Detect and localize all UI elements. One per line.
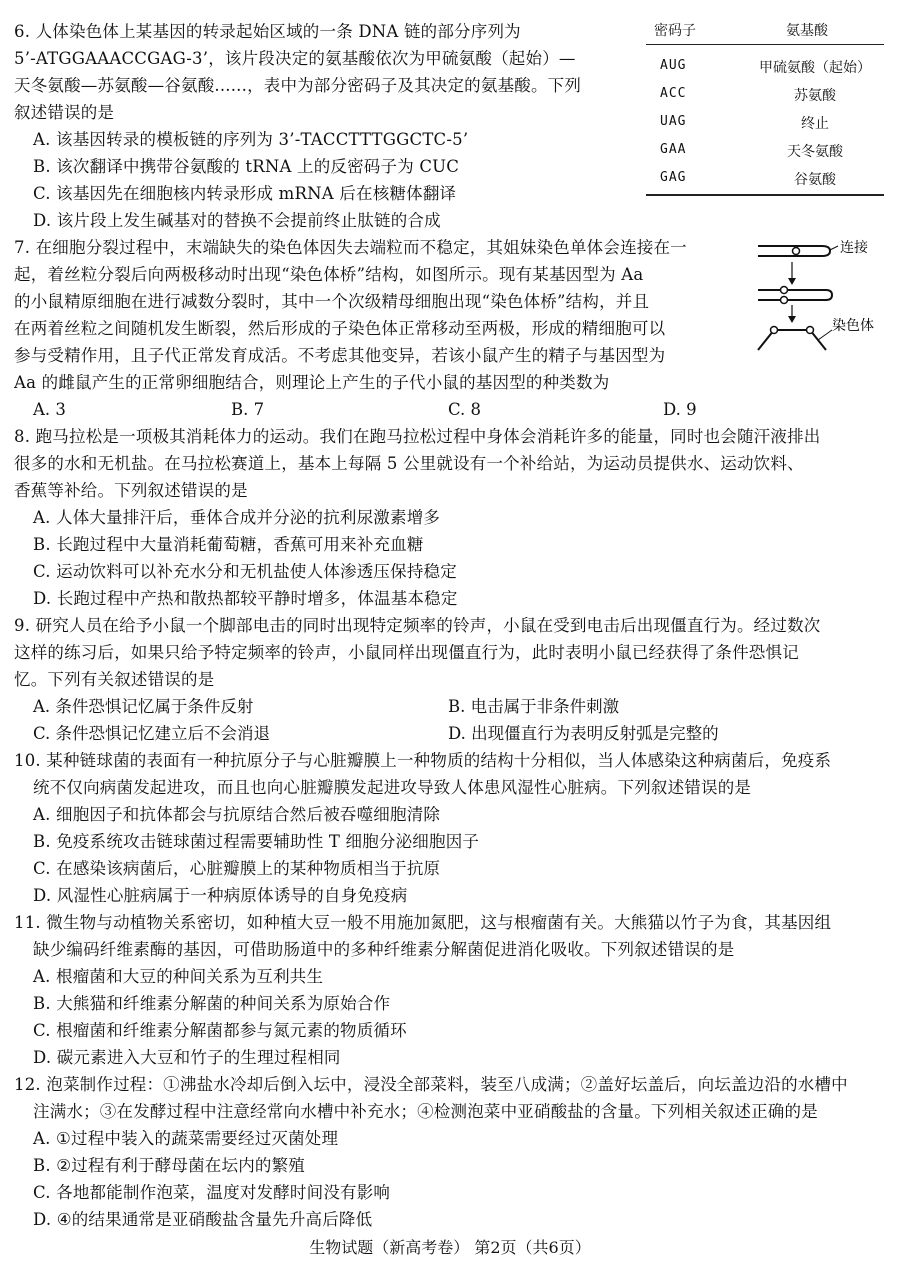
amino-acid-cell: 天冬氨酸 [787, 144, 843, 160]
amino-acid-cell: 终止 [801, 116, 829, 132]
q10-stem-line: 统不仅向病菌发起进攻，而且也向心脏瓣膜发起进攻导致人体患风湿性心脏病。下列叙述错误的是 [33, 778, 752, 797]
q8-option-a: A. 人体大量排汗后，垂体合成并分泌的抗利尿激素增多 [33, 508, 441, 527]
codon-cell: GAA [660, 142, 687, 157]
page-footer: 生物试题（新高考卷） 第2页（共6页） [309, 1238, 591, 1257]
q12-option-c: C. 各地都能制作泡菜，温度对发酵时间没有影响 [33, 1183, 391, 1202]
q12-option-b: B. ②过程有利于酵母菌在坛内的繁殖 [33, 1156, 306, 1175]
q6-option-b: B. 该次翻译中携带谷氨酸的 tRNA 上的反密码子为 CUC [33, 157, 460, 176]
q6-option-c: C. 该基因先在细胞核内转录形成 mRNA 后在核糖体翻译 [33, 184, 457, 203]
q11-stem-line: 缺少编码纤维素酶的基因，可借助肠道中的多种纤维素分解菌促进消化吸收。下列叙述错误的是 [33, 940, 735, 959]
q8-option-b: B. 长跑过程中大量消耗葡萄糖，香蕉可用来补充血糖 [33, 535, 424, 554]
q9-stem-line: 9. 研究人员在给予小鼠一个脚部电击的同时出现特定频率的铃声，小鼠在受到电击后出现僵直行为。经过数次 [14, 616, 821, 635]
q9-stem-line: 忆。下列有关叙述错误的是 [14, 670, 215, 689]
q12-stem-line: 12. 泡菜制作过程：①沸盐水冷却后倒入坛中，浸没全部菜料，装至八成满；②盖好坛盖后，向坛盖边沿的水槽中 [14, 1075, 848, 1094]
q7-stem-line: Aa 的雌鼠产生的正常卵细胞结合，则理论上产生的子代小鼠的基因型的种类数为 [14, 373, 610, 392]
q6-stem-line: 天冬氨酸—苏氨酸—谷氨酸......，表中为部分密码子及其决定的氨基酸。下列 [14, 76, 582, 95]
q6-option-a: A. 该基因转录的模板链的序列为 3’-TACCTTTGGCTC-5’ [33, 130, 469, 149]
q9-option-b: B. 电击属于非条件刺激 [448, 697, 620, 716]
codon-cell: ACC [660, 86, 687, 101]
q10-option-b: B. 免疫系统攻击链球菌过程需要辅助性 T 细胞分泌细胞因子 [33, 832, 480, 851]
amino-acid-cell: 谷氨酸 [794, 172, 836, 188]
codon-table-header [646, 16, 884, 45]
q12-option-a: A. ①过程中装入的蔬菜需要经过灭菌处理 [33, 1129, 339, 1148]
codon-cell: GAG [660, 170, 687, 185]
q6-stem-line: 叙述错误的是 [14, 103, 115, 122]
q10-stem-line: 10. 某种链球菌的表面有一种抗原分子与心脏瓣膜上一种物质的结构十分相似，当人体感染这种病菌后，免疫系 [14, 751, 832, 770]
q7-stem-line: 在两着丝粒之间随机发生断裂，然后形成的子染色体正常移动至两极，形成的精细胞可以 [14, 319, 666, 338]
q7-stem-line: 7. 在细胞分裂过程中，末端缺失的染色体因失去端粒而不稳定，其姐妹染色单体会连接在一 [14, 238, 687, 257]
amino-acid-cell: 甲硫氨酸（起始） [759, 60, 871, 76]
codon-row [646, 52, 884, 81]
q11-stem-line: 11. 微生物与动植物关系密切，如种植大豆一般不用施加氮肥，这与根瘤菌有关。大熊猫以竹子为食，其基因组 [14, 913, 832, 932]
codon-cell: UAG [660, 114, 687, 129]
q9-stem-line: 这样的练习后，如果只给予特定频率的铃声，小鼠同样出现僵直行为，此时表明小鼠已经获得了条件恐惧记 [14, 643, 799, 662]
q10-option-c: C. 在感染该病菌后，心脏瓣膜上的某种物质相当于抗原 [33, 859, 441, 878]
codon-row [646, 136, 884, 165]
codon-row [646, 164, 884, 193]
diagram-label-connect: 连接 [840, 240, 868, 256]
q11-option-d: D. 碳元素进入大豆和竹子的生理过程相同 [33, 1048, 341, 1067]
q7-stem-line: 的小鼠精原细胞在进行减数分裂时，其中一个次级精母细胞出现“染色体桥”结构，并且 [14, 292, 650, 311]
q9-option-d: D. 出现僵直行为表明反射弧是完整的 [448, 724, 719, 743]
chromosome-bridge-figure [752, 238, 892, 358]
amino-acid-cell: 苏氨酸 [794, 88, 836, 104]
amino-acid-header: 氨基酸 [786, 23, 828, 39]
codon-row [646, 80, 884, 109]
q7-option-b: B. 7 [231, 400, 265, 419]
q9-option-a: A. 条件恐惧记忆属于条件反射 [33, 697, 254, 716]
q12-option-d: D. ④的结果通常是亚硝酸盐含量先升高后降低 [33, 1210, 373, 1229]
q10-option-d: D. 风湿性心脏病属于一种病原体诱导的自身免疫病 [33, 886, 408, 905]
q7-stem-line: 起，着丝粒分裂后向两极移动时出现“染色体桥”结构，如图所示。现有某基因型为 Aa [14, 265, 644, 284]
q8-stem-line: 很多的水和无机盐。在马拉松赛道上，基本上每隔 5 公里就设有一个补给站，为运动员提供水、运动饮料、 [14, 454, 804, 473]
codon-header: 密码子 [654, 23, 696, 39]
diagram-label-chromosome: 染色体 [832, 318, 874, 334]
q12-stem-line: 注满水；③在发酵过程中注意经常向水槽中补充水；④检测泡菜中亚硝酸盐的含量。下列相关叙述正确的是 [33, 1102, 818, 1121]
q8-stem-line: 8. 跑马拉松是一项极其消耗体力的运动。我们在跑马拉松过程中身体会消耗许多的能量，同时也会随汗液排出 [14, 427, 821, 446]
codon-table-bottom-rule [646, 194, 884, 196]
q11-option-b: B. 大熊猫和纤维素分解菌的种间关系为原始合作 [33, 994, 391, 1013]
q11-option-a: A. 根瘤菌和大豆的种间关系为互利共生 [33, 967, 324, 986]
q8-option-c: C. 运动饮料可以补充水分和无机盐使人体渗透压保持稳定 [33, 562, 457, 581]
q6-stem-line: 5’-ATGGAAACCGAG-3’，该片段决定的氨基酸依次为甲硫氨酸（起始）— [14, 49, 576, 68]
codon-cell: AUG [660, 58, 687, 73]
q10-option-a: A. 细胞因子和抗体都会与抗原结合然后被吞噬细胞清除 [33, 805, 441, 824]
q8-stem-line: 香蕉等补给。下列叙述错误的是 [14, 481, 248, 500]
q7-options [33, 396, 873, 423]
q9-option-c: C. 条件恐惧记忆建立后不会消退 [33, 724, 271, 743]
q8-option-d: D. 长跑过程中产热和散热都较平静时增多，体温基本稳定 [33, 589, 458, 608]
q7-option-a: A. 3 [33, 400, 66, 419]
q7-option-d: D. 9 [663, 400, 697, 419]
q6-stem-line: 6. 人体染色体上某基因的转录起始区域的一条 DNA 链的部分序列为 [14, 22, 521, 41]
q7-option-c: C. 8 [448, 400, 482, 419]
chromosome-bridge-diagram [752, 238, 892, 358]
q7-stem-line: 参与受精作用，且子代正常发育成活。不考虑其他变异，若该小鼠产生的精子与基因型为 [14, 346, 666, 365]
q11-option-c: C. 根瘤菌和纤维素分解菌都参与氮元素的物质循环 [33, 1021, 407, 1040]
q6-option-d: D. 该片段上发生碱基对的替换不会提前终止肽链的合成 [33, 211, 441, 230]
codon-row [646, 108, 884, 137]
